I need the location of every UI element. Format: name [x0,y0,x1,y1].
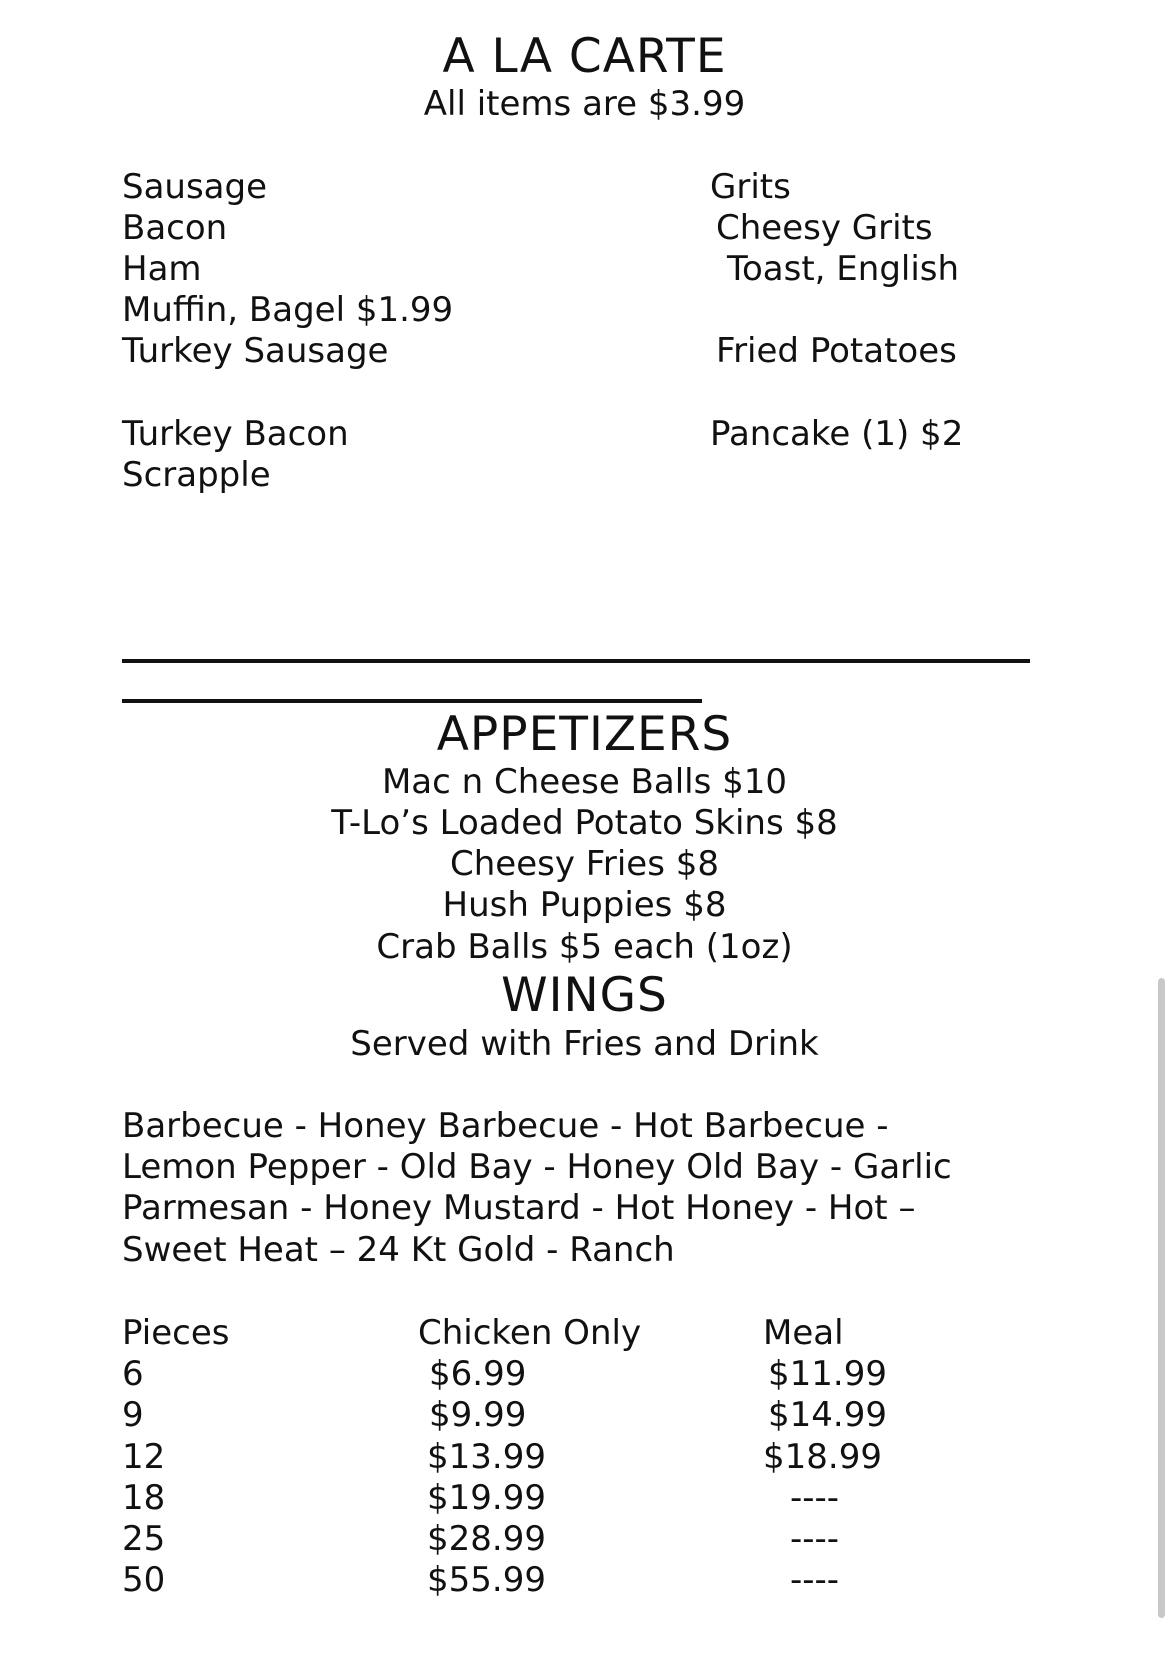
a-la-carte-title: A LA CARTE [442,29,727,84]
left-item-ham: Ham [122,249,202,289]
wing-flavors-line: Sweet Heat – 24 Kt Gold - Ranch [122,1230,675,1270]
right-item-fried-potatoes: Fried Potatoes [716,331,957,371]
right-item-cheesy-grits: Cheesy Grits [716,208,933,248]
table-header-chicken-only: Chicken Only [418,1313,642,1353]
left-item-scrapple: Scrapple [122,455,271,495]
left-item-muffin-bagel: Muffin, Bagel $1.99 [122,290,454,330]
table-cell-chicken-only: $19.99 [427,1478,546,1518]
wing-flavors-line: Lemon Pepper - Old Bay - Honey Old Bay - Garlic [122,1147,952,1187]
table-cell-pieces: 25 [122,1519,166,1559]
left-item-turkey-bacon: Turkey Bacon [122,414,349,454]
wings-subtitle: Served with Fries and Drink [350,1024,819,1064]
table-cell-chicken-only: $55.99 [427,1560,546,1600]
right-item-pancake: Pancake (1) $2 [710,414,964,454]
section-divider-short [122,699,702,703]
table-cell-pieces: 50 [122,1560,166,1600]
appetizer-item: Hush Puppies $8 [442,885,727,925]
left-item-bacon: Bacon [122,208,228,248]
table-cell-pieces: 6 [122,1354,144,1394]
table-cell-pieces: 18 [122,1478,166,1518]
table-cell-meal: ---- [790,1560,840,1600]
right-item-grits: Grits [710,167,791,207]
table-cell-meal: $18.99 [763,1437,882,1477]
appetizer-item: T-Lo’s Loaded Potato Skins $8 [331,803,838,843]
wing-flavors-line: Barbecue - Honey Barbecue - Hot Barbecue - [122,1106,889,1146]
table-cell-meal: ---- [790,1519,840,1559]
table-cell-meal: $14.99 [768,1395,887,1435]
table-cell-chicken-only: $28.99 [427,1519,546,1559]
table-cell-meal: $11.99 [768,1354,887,1394]
wings-title: WINGS [501,968,668,1023]
appetizer-item: Crab Balls $5 each (1oz) [376,927,793,967]
table-cell-chicken-only: $13.99 [427,1437,546,1477]
table-cell-meal: ---- [790,1478,840,1518]
section-divider-long [122,659,1030,663]
table-cell-pieces: 12 [122,1437,166,1477]
table-cell-chicken-only: $6.99 [429,1354,527,1394]
table-header-pieces: Pieces [122,1313,230,1353]
right-item-toast-english: Toast, English [727,249,960,289]
a-la-carte-subtitle: All items are $3.99 [423,84,746,124]
table-cell-pieces: 9 [122,1395,144,1435]
left-item-turkey-sausage: Turkey Sausage [122,331,389,371]
table-cell-chicken-only: $9.99 [429,1395,527,1435]
table-header-meal: Meal [763,1313,844,1353]
left-item-sausage: Sausage [122,167,268,207]
vertical-scrollbar[interactable] [1158,978,1165,1618]
appetizers-title: APPETIZERS [436,707,733,762]
appetizer-item: Cheesy Fries $8 [450,844,719,884]
appetizer-item: Mac n Cheese Balls $10 [381,762,788,802]
wing-flavors-line: Parmesan - Honey Mustard - Hot Honey - Hot – [122,1188,916,1228]
